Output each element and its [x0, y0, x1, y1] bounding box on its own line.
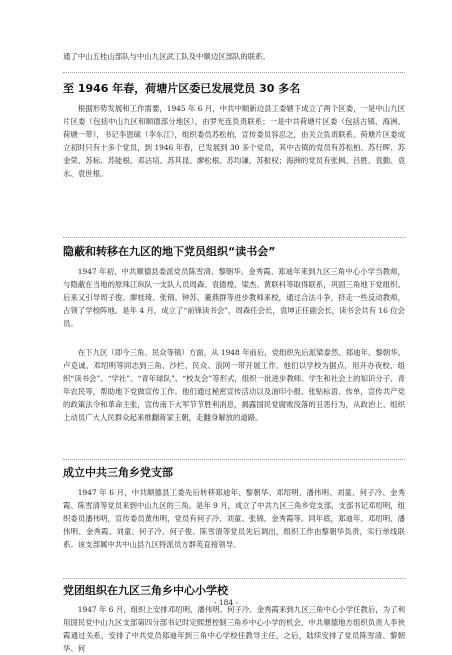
section-4-paragraph-1: 1947 年 6 月，组织上安排邓绍明、潘伟明、何子冷、金秀霞来到九区三角中心小学任教后，为了利用国民党中山九区支部第四分部书记时定熙想控制三角乡中心小学的机会，中共顺德地方组织负责人李侠霞通过关系，安排了中共党员郑迪年到三角中心学校任教导主任，之后，陆续安排了党员陈雪清、黎朝华、何 — [63, 605, 405, 654]
section-divider — [63, 237, 405, 238]
section-divider — [63, 72, 405, 73]
section-2-paragraph-1: 1947 年初，中共顺德县委派党员陈雪清、黎朝华、金秀霞、郑迪年来到九区三角中心小学当教师，与隐蔽在当地的原珠江纵队一支队人员周森、袁德煌、梁杰、黄联科等取得联系，巩固三角地下党组织。后来又引导周子俊、廖桂琦、张锦、钟苏、董燕群等进步教师来校，通过合法斗争，挤走一些反动教师，占领了学校阵地。是年 4 月，成立了“前锋读书会”，周森任会长，袁坤正任副会长，读书会共有 16 位会员。 — [63, 267, 405, 329]
section-heading-3: 成立中共三角乡党支部 — [63, 466, 173, 479]
section-divider — [63, 578, 405, 579]
section-heading-4: 党团组织在九区三角乡中心小学校 — [63, 584, 228, 597]
section-1-paragraph-1: 根据形势发展和工作需要，1945 年 6 月，中共中顺新边县工委辖下成立了两个区委，一是中山九区片区委（包括中山九区和顺德部分地区），由罗光连负责联系；一是中共荷塘片区委（包括古镇、海洲、荷塘一带），书记李恩硕（李东江），组织委员苏松柏，宣传委员容忍之，由关立负责联系。荷塘片区委成立初时只有十多个党员，到 1946 年春，已发展到 30 多个党员，其中古镇的党员有苏松柏、苏行晖、苏金荣、苏标、苏能根、邓沾培、苏其昆、廖松根、苏均谦、苏振权；海洲的党员有张枫、吕胜、袁勤、袁永、袁世根。 — [63, 104, 405, 179]
section-heading-1: 至 1946 年春，荷塘片区委已发展党员 30 多名 — [63, 82, 301, 95]
page-number: - 184 - — [213, 598, 239, 607]
intro-paragraph: 通了中山五桂山部队与中山九区武工队及中顺边区部队的联系。 — [63, 52, 270, 61]
section-heading-2: 隐蔽和转移在九区的地下党员组织“读书会” — [63, 245, 276, 258]
section-2-paragraph-2: 在下九区（即今三角、民众等镇）方面，从 1948 年前后，党组织先后派梁泰然、郑迪年、黎朝华、卢克诚、邓绍明等同志到三角、沙栏、民众、浪网一带开展工作。他们以学校为据点，用开办夜校、组织“读书会”、“学社”、“青年球队”、“校友会”等形式，组织一批进步教师、学生和社会上的知识分子、青年农民等，帮助地下党做宣传工作。他们通过秘密宣传活动以及油印小报、张贴标语、传单，宣传共产党的政策法令和革命主张，宣传南下大军节节胜利消息，揭露国民党腐败没落的丑恶行为，从政治上、组织上动员广大人民群众起来推翻蒋家王朝，走翻身解放的道路。 — [63, 348, 405, 423]
section-3-paragraph-1: 1947 年 6 月，中共顺德县工委先后转移郑迪年、黎朝华、邓绍明、潘伟明、刘童、何子冷、金秀霞、陈雪清等党员来到中山九区的三角。是年 9 月，成立了中共九区三角乡党支部，支部书记邓绍明，组织委员潘伟明，宣传委员黄伟明，党员有何子冷、刘童、张锦、金秀霞等。同年底，郑迪年、邓绍明、潘伟明、金秀霞、刘童、何子冷、何子俊、陈雪清等党员先后调出，组织工作由黎朝华负责，实行单线联系。该支部属中共中山县九区特派员方群英直接领导。 — [63, 488, 405, 550]
section-divider — [63, 459, 405, 460]
